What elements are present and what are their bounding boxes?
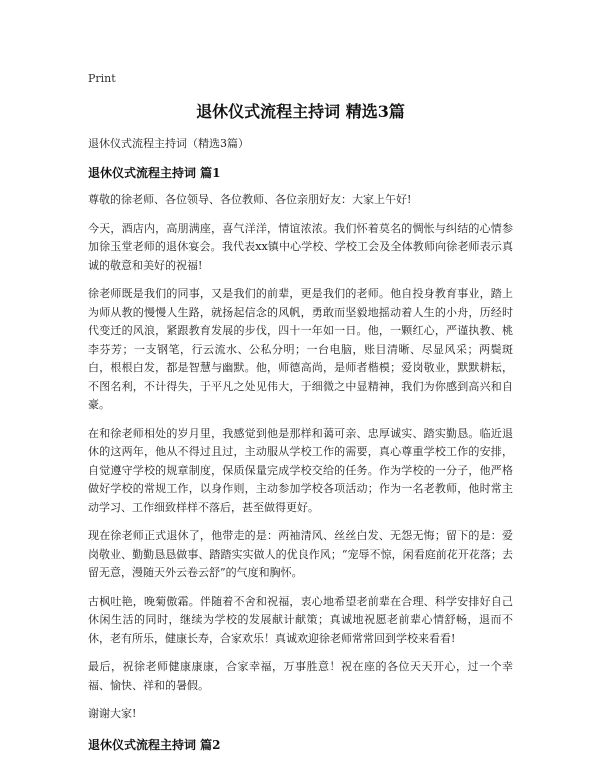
paragraph: 在和徐老师相处的岁月里，我感觉到他是那样和蔼可亲、忠厚诚实、踏实勤恳。临近退休的这两年，他从不得过且过，主动服从学校工作的需要，真心尊重学校工作的安排，自觉遵守学校的规章制度，保质保量完成学校交给的任务。作为学校的一分子，他严格做好学校的常规工作，以身作则，主动参加学校各项活动；作为一名老教师，他时常主动学习、工作细致样样不落后，甚至做得更好。 (88, 426, 513, 514)
paragraph: 最后，祝徐老师健康康康，合家幸福，万事胜意！祝在座的各位天天开心，过一个幸福、愉快、祥和的暑假。 (88, 660, 513, 692)
section-1 (88, 164, 513, 724)
section-2 (88, 736, 513, 754)
paragraph: 古枫吐艳，晚菊傲霜。伴随着不舍和祝福，衷心地希望老前辈在合理、科学安排好自己休闲生活的同时，继续为学校的发展献计献策；真诚地祝愿老前辈心情舒畅，退而不休，老有所乐，健康长寿，合家欢乐！真诚欢迎徐老师常常回到学校来看看! (88, 594, 513, 645)
section-heading: 退休仪式流程主持词 篇1 (88, 166, 221, 180)
paragraph: 尊敬的徐老师、各位领导、各位教师、各位亲朋好友：大家上午好! (88, 193, 412, 206)
page-title: 退休仪式流程主持词 精选3篇 (196, 102, 405, 121)
print-link[interactable]: Print (88, 72, 116, 85)
paragraph: 谢谢大家! (88, 707, 137, 720)
paragraph: 现在徐老师正式退休了，他带走的是：两袖清风、丝丝白发、无怨无悔；留下的是：爱岗敬业、勤勤恳恳做事、踏踏实实做人的优良作风；“宠辱不惊，闲看庭前花开花落；去留无意，漫随天外云卷云舒”的气度和胸怀。 (88, 529, 513, 579)
section-heading: 退休仪式流程主持词 篇2 (88, 737, 221, 752)
document-page (88, 62, 513, 754)
paragraph: 今天，酒店内，高朋满座，喜气洋洋，情谊浓浓。我们怀着莫名的惆怅与纠结的心情参加徐玉堂老师的退休宴会。我代表xx镇中心学校、学校工会及全体教师向徐老师表示真诚的敬意和美好的祝福! (88, 221, 513, 272)
page-subtitle: 退休仪式流程主持词（精选3篇） (88, 137, 249, 150)
paragraph: 徐老师既是我们的同事，又是我们的前辈，更是我们的老师。他自投身教育事业，踏上为师从教的慢慢人生路，就扬起信念的风帆，勇敢而坚毅地摇动着人生的小舟，历经时代变迁的风浪，紧跟教育发展的步伐，四十一年如一日。他，一颗红心，严谨执教、桃李芬芳；一支钢笔，行云流水、公私分明；一台电脑，账目清晰、尽显风采；两鬓斑白，根根白发，都是智慧与幽默。他，师德高尚，是师者楷模；爱岗敬业，默默耕耘，不图名利，不计得失，于平凡之处见伟大，于细微之中显精神，我们为你感到高兴和自豪。 (88, 287, 513, 411)
